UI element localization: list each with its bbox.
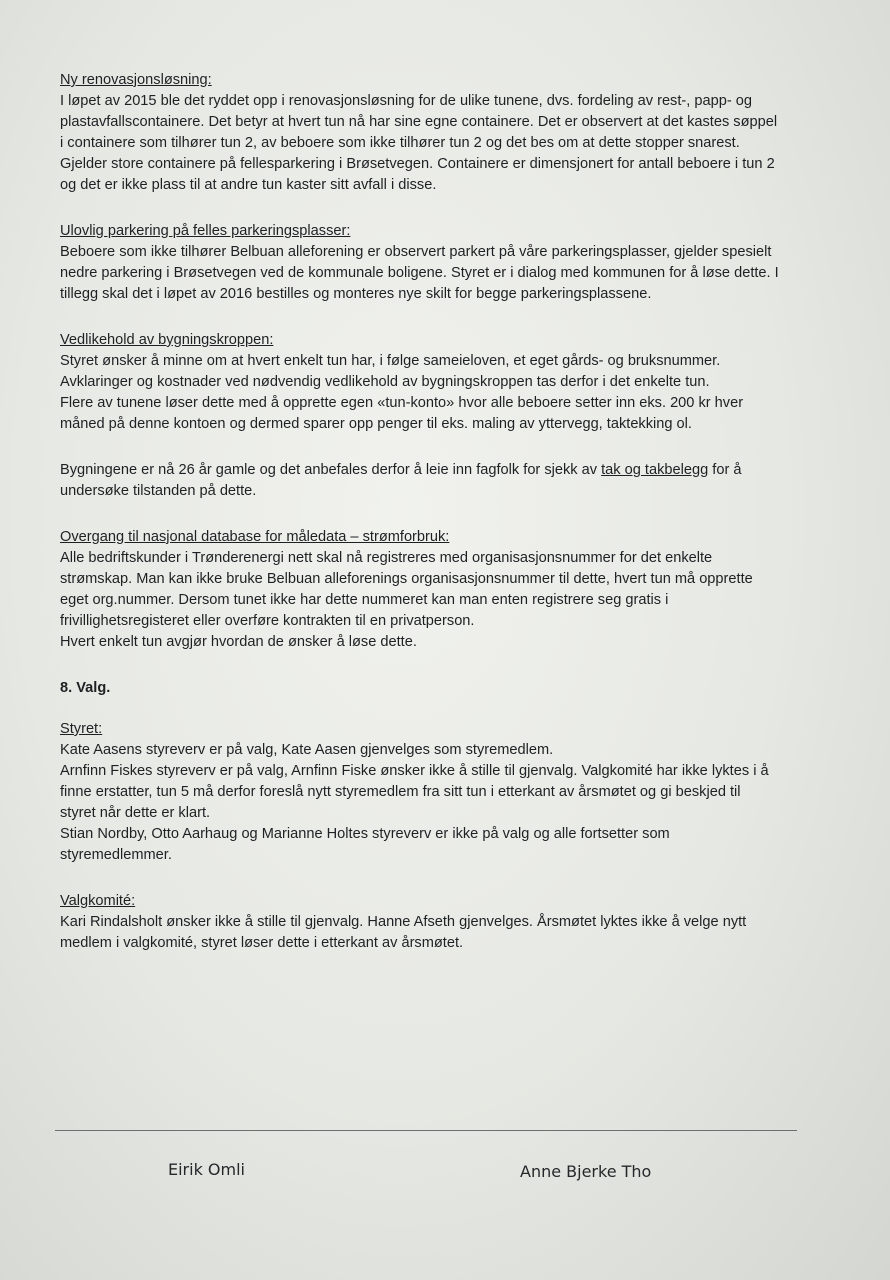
body-line: frivillighetsregisteret eller overføre kontrakten til en privatperson. — [60, 613, 475, 629]
body-line: tillegg skal det i løpet av 2016 bestilles og monteres nye skilt for begge parkeringsplassene. — [60, 286, 652, 302]
body-line: Styret ønsker å minne om at hvert enkelt tun har, i følge sameieloven, et eget gårds- og bruksnummer. — [60, 353, 721, 369]
text-segment: for å — [708, 462, 742, 478]
section-database — [60, 527, 800, 653]
body-line: Beboere som ikke tilhører Belbuan alleforening er observert parkert på våre parkeringsplasser, gjelder spesielt — [60, 244, 772, 260]
body-line: plastavfallscontainere. Det betyr at hvert tun nå har sine egne containere. Det er observert at det kastes søppel — [60, 114, 778, 130]
body-line: Avklaringer og kostnader ved nødvendig vedlikehold av bygningskroppen tas derfor i det enkelte tun. — [60, 374, 710, 390]
body-line: medlem i valgkomité, styret løser dette i etterkant av årsmøtet. — [60, 935, 464, 951]
body-line: finne erstatter, tun 5 må derfor foreslå nytt styremedlem fra sitt tun i etterkant av årsmøtet og gi beskjed til — [60, 784, 741, 800]
body-line: styremedlemmer. — [60, 847, 172, 863]
section-vedlikehold — [60, 330, 800, 435]
body-line: og det er ikke plass til at andre tun kaster sitt avfall i disse. — [60, 177, 437, 193]
section-heading: Ny renovasjonsløsning: — [60, 72, 212, 88]
section-number-heading: 8. Valg. — [60, 680, 111, 696]
body-line: strømskap. Man kan ikke bruke Belbuan alleforenings organisasjonsnummer til dette, hvert tun må opprette — [60, 571, 753, 587]
section-styret — [60, 719, 800, 866]
body-line: Stian Nordby, Otto Aarhaug og Marianne Holtes styreverv er ikke på valg og alle fortsetter som — [60, 826, 670, 842]
body-line: styret når dette er klart. — [60, 805, 211, 821]
body-line: nedre parkering i Brøsetvegen ved de kommunale boligene. Styret er i dialog med kommunen for å løse dette. I — [60, 265, 779, 281]
body-line: Kari Rindalsholt ønsker ikke å stille til gjenvalg. Hanne Afseth gjenvelges. Årsmøtet lyktes ikke å velge nytt — [60, 914, 747, 930]
signature-left: Eirik Omli — [168, 1160, 245, 1179]
section-parkering — [60, 221, 800, 305]
body-line: Gjelder store containere på fellesparkering i Brøsetvegen. Containere er dimensjonert for antall beboere i tun 2 — [60, 156, 775, 172]
body-line: Kate Aasens styreverv er på valg, Kate Aasen gjenvelges som styremedlem. — [60, 742, 554, 758]
section-heading: Valgkomité: — [60, 893, 136, 909]
section-heading: Vedlikehold av bygningskroppen: — [60, 332, 274, 348]
body-line: Hvert enkelt tun avgjør hvordan de ønsker å løse dette. — [60, 634, 417, 650]
section-heading: Ulovlig parkering på felles parkeringsplasser: — [60, 223, 351, 239]
text-segment: Bygningene er nå 26 år gamle og det anbefales derfor å leie inn fagfolk for sjekk av — [60, 462, 602, 478]
document-body — [60, 70, 800, 979]
body-line: Alle bedriftskunder i Trønderenergi nett skal nå registreres med organisasjonsnummer for det enkelte — [60, 550, 713, 566]
body-line: måned på denne kontoen og dermed sparer opp penger til eks. maling av yttervegg, taktekking ol. — [60, 416, 692, 432]
signature-line — [55, 1130, 797, 1131]
section-renovasjon — [60, 70, 800, 196]
underlined-phrase: tak og takbelegg — [601, 462, 709, 478]
body-line: i containere som tilhører tun 2, av beboere som ikke tilhører tun 2 og det bes om at dette stopper snarest. — [60, 135, 740, 151]
body-line — [60, 460, 800, 481]
body-line: eget org.nummer. Dersom tunet ikke har dette nummeret kan man enten registrere seg gratis i — [60, 592, 669, 608]
body-line: I løpet av 2015 ble det ryddet opp i renovasjonsløsning for de ulike tunene, dvs. fordeling av rest-, papp- og — [60, 93, 752, 109]
body-line: undersøke tilstanden på dette. — [60, 483, 257, 499]
section-heading: Styret: — [60, 721, 103, 737]
signature-right: Anne Bjerke Tho — [520, 1162, 652, 1181]
section-bygninger — [60, 460, 800, 502]
section-valgkomite — [60, 891, 800, 954]
body-line: Flere av tunene løser dette med å opprette egen «tun-konto» hvor alle beboere setter inn eks. 200 kr hver — [60, 395, 744, 411]
section-heading: Overgang til nasjonal database for måledata – strømforbruk: — [60, 529, 450, 545]
body-line: Arnfinn Fiskes styreverv er på valg, Arnfinn Fiske ønsker ikke å stille til gjenvalg. Valgkomité har ikke lyktes i å — [60, 763, 769, 779]
